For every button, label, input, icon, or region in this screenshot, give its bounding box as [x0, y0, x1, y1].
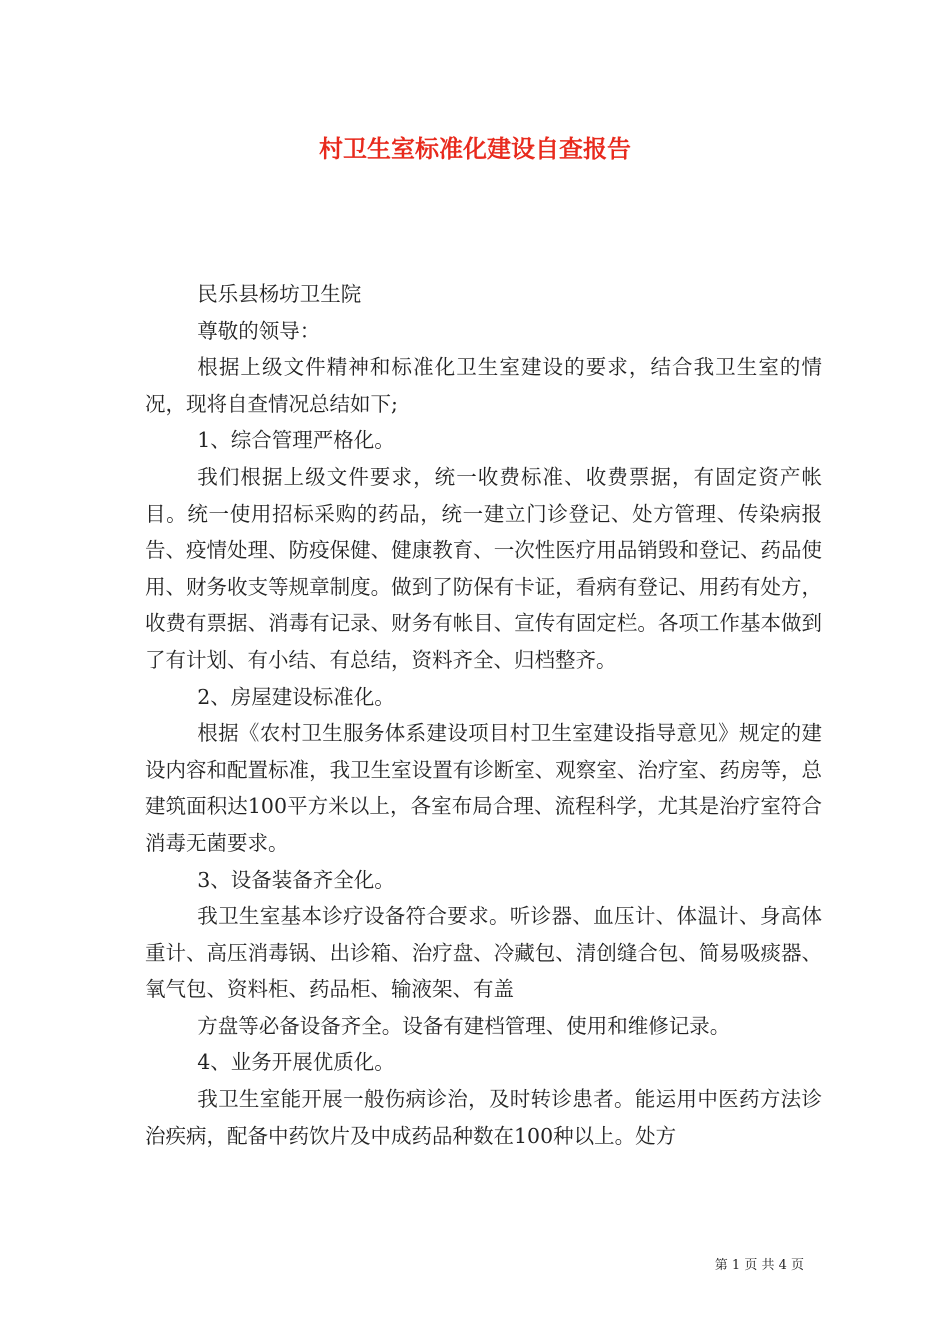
paragraph-section-3: 我卫生室基本诊疗设备符合要求。听诊器、血压计、体温计、身高体重计、高压消毒锅、出诊箱、治疗盘、冷藏包、清创缝合包、简易吸痰器、氧气包、资料柜、药品柜、输液架、有盖	[145, 904, 822, 1002]
paragraph-section-2: 根据《农村卫生服务体系建设项目村卫生室建设指导意见》规定的建设内容和配置标准，我卫生室设置有诊断室、观察室、治疗室、药房等，总建筑面积达100平方米以上，各室布局合理、流程科学，尤其是治疗室符合消毒无菌要求。	[145, 721, 822, 855]
page-number: 第 1 页 共 4 页	[714, 1258, 804, 1273]
paragraph-organization: 民乐县杨坊卫生院	[197, 282, 362, 306]
paragraph-intro: 根据上级文件精神和标准化卫生室建设的要求，结合我卫生室的情况，现将自查情况总结如下;	[145, 355, 822, 416]
document-title: 村卫生室标准化建设自查报告	[319, 134, 631, 163]
section-heading-3: 3、设备装备齐全化。	[197, 867, 395, 892]
paragraph-section-3-cont: 方盘等必备设备齐全。设备有建档管理、使用和维修记录。	[197, 1013, 731, 1038]
paragraph-section-1: 我们根据上级文件要求，统一收费标准、收费票据，有固定资产帐目。统一使用招标采购的药品，统一建立门诊登记、处方管理、传染病报告、疫情处理、防疫保健、健康教育、一次性医疗用品销毁和登记、药品使用、财务收支等规章制度。做到了防保有卡证，看病有登记、用药有处方，收费有票据、消毒有记录、财务有帐目、宣传有固定栏。各项工作基本做到了有计划、有小结、有总结，资料齐全、归档整齐。	[145, 464, 822, 672]
document-body	[145, 276, 822, 1154]
section-heading-1: 1、综合管理严格化。	[197, 428, 395, 453]
paragraph-section-4: 我卫生室能开展一般伤病诊治，及时转诊患者。能运用中医药方法诊治疾病，配备中药饮片及中成药品种数在100种以上。处方	[145, 1087, 822, 1148]
paragraph-salutation: 尊敬的领导：	[197, 318, 321, 343]
section-heading-4: 4、业务开展优质化。	[197, 1050, 395, 1075]
section-heading-2: 2、房屋建设标准化。	[197, 684, 395, 709]
